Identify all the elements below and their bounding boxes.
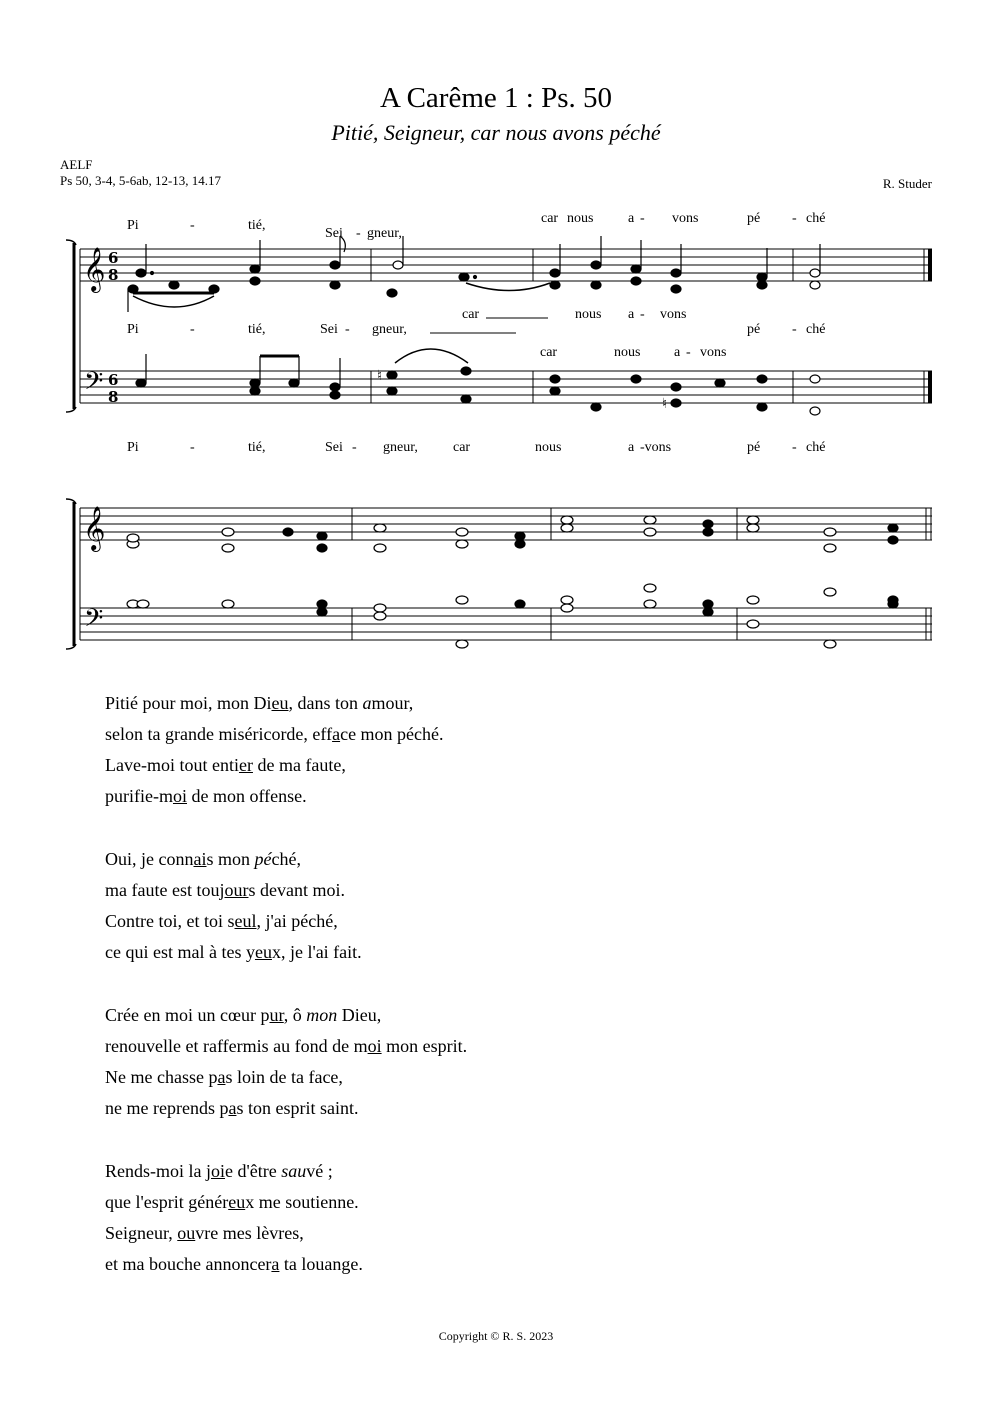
verse-segment: x, je l'ai fait. bbox=[271, 942, 362, 962]
treble-clef-icon: 𝄞 bbox=[83, 247, 106, 291]
verse-segment: a bbox=[332, 724, 341, 744]
verse-segment: de ma faute, bbox=[252, 755, 346, 775]
verse-line bbox=[105, 844, 467, 875]
copyright: Copyright © R. S. 2023 bbox=[438, 1329, 554, 1343]
lyric-syllable: a bbox=[628, 440, 635, 455]
lyric-syllable: - bbox=[190, 440, 195, 455]
staff-treble-2 bbox=[80, 508, 932, 540]
lyric-syllable: - bbox=[792, 440, 797, 455]
lyric-syllable: ché bbox=[806, 440, 826, 455]
lyric-syllable: a bbox=[628, 211, 635, 226]
verse-line bbox=[105, 688, 467, 719]
verse-line bbox=[105, 1000, 467, 1031]
lyric-syllable: - bbox=[352, 440, 357, 455]
verse-segment: , ô bbox=[283, 1005, 307, 1025]
lyric-syllable: pé bbox=[747, 440, 761, 455]
verse-segment: vé ; bbox=[306, 1161, 333, 1181]
lyric-syllable: Sei bbox=[320, 322, 338, 337]
psalm-verses bbox=[105, 688, 467, 1312]
verse-segment: eu bbox=[228, 1192, 246, 1212]
staff-bass-2 bbox=[80, 608, 932, 640]
lyric-syllable: Pi bbox=[127, 218, 139, 233]
verse-segment: ta louange. bbox=[279, 1254, 363, 1274]
time-signature bbox=[108, 249, 118, 406]
page-subtitle: Pitié, Seigneur, car nous avons péché bbox=[331, 120, 661, 145]
verse-segment: er bbox=[238, 755, 253, 775]
verse-segment: Rends-moi la bbox=[105, 1161, 206, 1181]
verse-segment: ché, bbox=[271, 849, 301, 869]
treble-clef-icon: 𝄞 bbox=[83, 506, 106, 550]
lyric-syllable: ché bbox=[806, 211, 826, 226]
verse-segment: our bbox=[224, 880, 249, 900]
lyric-syllable: Pi bbox=[127, 440, 139, 455]
verse-segment: ne me reprends p bbox=[105, 1098, 229, 1118]
lyric-syllable: nous bbox=[535, 440, 562, 455]
svg-text:8: 8 bbox=[108, 266, 119, 284]
verse-segment: s loin de ta face, bbox=[225, 1067, 343, 1087]
verse-segment: Oui, je conn bbox=[105, 849, 194, 869]
verse-segment: Seigneur, bbox=[105, 1223, 178, 1243]
verse-segment: sau bbox=[281, 1161, 307, 1181]
verse-stanza bbox=[105, 844, 467, 968]
verse-segment: vre mes lèvres, bbox=[195, 1223, 304, 1243]
lyric-syllable: tié, bbox=[248, 322, 266, 337]
lyric-syllable: -vons bbox=[640, 440, 672, 455]
verse-segment: eu bbox=[271, 693, 289, 713]
lyric-syllable: - bbox=[792, 322, 797, 337]
notes-system-2 bbox=[127, 516, 898, 648]
bass-clef-icon: 𝄢 bbox=[84, 367, 104, 402]
verse-segment: Dieu, bbox=[337, 1005, 382, 1025]
verse-segment: de mon offense. bbox=[187, 786, 307, 806]
verse-segment: Lave-moi tout enti bbox=[105, 755, 239, 775]
lyric-syllable: car bbox=[453, 440, 471, 455]
lyric-syllable: - bbox=[686, 345, 691, 360]
staff-bass-1 bbox=[80, 371, 932, 403]
verse-segment: pé bbox=[254, 849, 272, 869]
verse-line bbox=[105, 719, 467, 750]
verse-segment: eul bbox=[234, 911, 257, 931]
lyric-syllable: gneur, bbox=[372, 322, 407, 337]
lyric-syllable: vons bbox=[672, 211, 699, 226]
verse-segment: Pitié pour moi, mon Di bbox=[105, 693, 272, 713]
notes-treble-1 bbox=[128, 236, 820, 312]
verse-segment: , dans ton bbox=[288, 693, 363, 713]
verse-line bbox=[105, 1062, 467, 1093]
composer: R. Studer bbox=[882, 176, 932, 191]
lyric-syllable: - bbox=[640, 211, 645, 226]
svg-text:♮: ♮ bbox=[662, 396, 668, 412]
lyric-syllable: Sei bbox=[325, 226, 343, 241]
verse-segment: que l'esprit génér bbox=[105, 1192, 229, 1212]
music-score bbox=[0, 0, 992, 660]
verse-stanza bbox=[105, 1000, 467, 1124]
verse-segment: renouvelle et raffermis au fond de m bbox=[105, 1036, 368, 1056]
verse-segment: purifie-m bbox=[105, 786, 173, 806]
verse-segment: mour, bbox=[371, 693, 414, 713]
verse-segment: a bbox=[362, 693, 372, 713]
lyrics-soprano bbox=[127, 211, 825, 241]
verse-segment: Ne me chasse p bbox=[105, 1067, 218, 1087]
verse-segment: selon ta grande miséricorde, eff bbox=[105, 724, 333, 744]
lyric-syllable: - bbox=[792, 211, 797, 226]
verse-line bbox=[105, 1218, 467, 1249]
svg-text:6: 6 bbox=[108, 371, 119, 389]
verse-segment: ce mon péché. bbox=[340, 724, 444, 744]
svg-text:♮: ♮ bbox=[377, 368, 383, 384]
verse-segment: mon esprit. bbox=[381, 1036, 468, 1056]
lyric-syllable: pé bbox=[747, 322, 761, 337]
verse-segment: x me soutienne. bbox=[245, 1192, 359, 1212]
verse-segment: a bbox=[217, 1067, 226, 1087]
verse-line bbox=[105, 937, 467, 968]
verse-segment: oi bbox=[367, 1036, 382, 1056]
lyric-syllable: car bbox=[462, 307, 480, 322]
verse-segment: a bbox=[271, 1254, 280, 1274]
verse-line bbox=[105, 1031, 467, 1062]
verse-segment: Contre toi, et toi s bbox=[105, 911, 235, 931]
lyric-syllable: a bbox=[674, 345, 681, 360]
lyric-syllable: vons bbox=[700, 345, 727, 360]
lyrics-bass bbox=[127, 440, 825, 455]
verse-segment: et ma bouche annoncer bbox=[105, 1254, 272, 1274]
verse-line bbox=[105, 1156, 467, 1187]
verse-segment: ce qui est mal à tes y bbox=[105, 942, 255, 962]
verse-line bbox=[105, 906, 467, 937]
verse-line bbox=[105, 875, 467, 906]
lyric-syllable: - bbox=[356, 226, 361, 241]
staff-treble-1 bbox=[80, 249, 932, 281]
verse-stanza bbox=[105, 688, 467, 812]
verse-segment: s ton esprit saint. bbox=[236, 1098, 359, 1118]
verse-segment: oi bbox=[172, 786, 187, 806]
source-line-aelf: AELF bbox=[60, 157, 93, 172]
lyric-syllable: tié, bbox=[248, 218, 266, 233]
verse-segment: joi bbox=[206, 1161, 226, 1181]
notes-bass-1 bbox=[136, 354, 820, 415]
source-line-psalm: Ps 50, 3-4, 5-6ab, 12-13, 14.17 bbox=[60, 173, 222, 188]
lyric-syllable: a bbox=[628, 307, 635, 322]
lyric-syllable: nous bbox=[575, 307, 602, 322]
lyric-syllable: pé bbox=[747, 211, 761, 226]
verse-line bbox=[105, 1187, 467, 1218]
svg-text:8: 8 bbox=[108, 388, 119, 406]
verse-line bbox=[105, 1249, 467, 1280]
verse-line bbox=[105, 1093, 467, 1124]
lyric-syllable: Pi bbox=[127, 322, 139, 337]
lyrics-tenor bbox=[540, 345, 726, 360]
lyric-syllable: nous bbox=[567, 211, 594, 226]
lyric-syllable: nous bbox=[614, 345, 641, 360]
lyric-syllable: gneur, bbox=[367, 226, 402, 241]
verse-segment: e d'être bbox=[225, 1161, 282, 1181]
lyric-syllable: gneur, bbox=[383, 440, 418, 455]
verse-line bbox=[105, 750, 467, 781]
verse-stanza bbox=[105, 1156, 467, 1280]
lyric-syllable: car bbox=[540, 345, 558, 360]
lyric-syllable: vons bbox=[660, 307, 687, 322]
svg-text:6: 6 bbox=[108, 249, 119, 267]
bass-clef-icon: 𝄢 bbox=[84, 604, 104, 639]
verse-segment: mon bbox=[306, 1005, 338, 1025]
verse-segment: s mon bbox=[206, 849, 255, 869]
lyric-syllable: - bbox=[345, 322, 350, 337]
verse-segment: a bbox=[228, 1098, 237, 1118]
verse-segment: ur bbox=[269, 1005, 284, 1025]
lyric-syllable: car bbox=[541, 211, 559, 226]
lyric-syllable: - bbox=[190, 322, 195, 337]
verse-segment: s devant moi. bbox=[248, 880, 345, 900]
lyric-syllable: tié, bbox=[248, 440, 266, 455]
lyric-syllable: Sei bbox=[325, 440, 343, 455]
verse-segment: eu bbox=[254, 942, 272, 962]
page-title: A Carême 1 : Ps. 50 bbox=[380, 82, 612, 114]
lyric-syllable: - bbox=[640, 307, 645, 322]
lyric-syllable: ché bbox=[806, 322, 826, 337]
verse-segment: Crée en moi un cœur p bbox=[105, 1005, 270, 1025]
verse-segment: ma faute est touj bbox=[105, 880, 225, 900]
verse-line bbox=[105, 781, 467, 812]
verse-segment: ai bbox=[193, 849, 207, 869]
verse-segment: ou bbox=[177, 1223, 196, 1243]
verse-segment: , j'ai péché, bbox=[256, 911, 338, 931]
lyric-syllable: - bbox=[190, 218, 195, 233]
